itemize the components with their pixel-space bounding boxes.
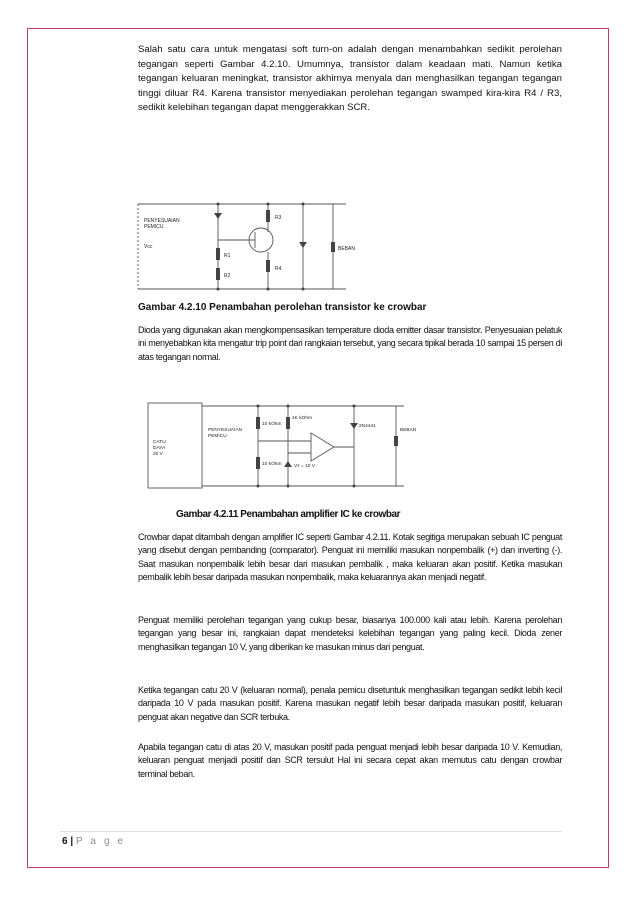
paragraph-6-text: Apabila tegangan catu di atas 20 V, masukan positif pada penguat menjadi lebih besar daripada 10 V. Kemudian, keluaran penguat menjadi positif dan SCR tersulut Hal ini secara cepat akan memutus catu dengan crowbar terminal beban. — [138, 742, 562, 779]
fig2-r-top-mid-label: 1K kOhm — [292, 416, 312, 421]
fig1-load-label: BEBAN — [338, 246, 355, 252]
fig2-supply-label-1: CATU — [153, 440, 166, 445]
paragraph-3-text: Crowbar dapat ditambah dengan amplifier IC seperti Gambar 4.2.11. Kotak segitiga merupakan sebuah IC penguat yang disebut dengan pembanding (comparator). Penguat ini memiliki masukan nonpembalik (+) dan inverting (-). Saat masukan nonpembalik lebih besar dari masukan pembalik , maka keluaran akan positif. Ketika masukan pembalik lebih besar daripada masukan nonpembalik, maka keluarannya akan menjadi negatif. — [138, 532, 562, 583]
footer-divider — [60, 831, 562, 832]
page-footer — [62, 836, 126, 847]
fig1-r4-label: R4 — [275, 266, 282, 272]
paragraph-2-text: Dioda yang digunakan akan mengkompensasikan temperature dioda emitter dasar transistor. Penyesuaian pelatuk ini menyebabkan kita mengatur trip point dari rangkaian tersebut, yang secara tipikal berada 10 sampai 15 persen di atas tegangan normal. — [138, 325, 562, 362]
fig2-trigger-label-1: PENYESUAIAN — [208, 428, 243, 433]
fig2-supply-label-2: DAYA — [153, 446, 166, 451]
fig2-trigger-label-2: PEMICU — [208, 434, 227, 439]
paragraph-5-text: Ketika tegangan catu 20 V (keluaran normal), penala pemicu disetuntuk menghasilkan tegangan sedikit lebih kecil daripada 10 V pada masukan positif. Karena masukan negatif lebih besar daripada masukan positif, keluaran penguat akan negative dan SCR terbuka. — [138, 685, 562, 722]
fig1-r1-label: R1 — [224, 253, 231, 259]
fig2-supply-label-3: 20 V — [153, 452, 163, 457]
figure-4-2-10-circuit — [138, 192, 373, 297]
paragraph-2 — [138, 324, 562, 364]
figure-4-2-11-circuit — [146, 391, 417, 496]
paragraph-3 — [138, 531, 562, 585]
paragraph-6 — [138, 741, 562, 781]
fig1-vcc-label: Vcc — [144, 244, 153, 250]
paragraph-4 — [138, 614, 562, 654]
fig1-trigger-label-1: PENYESUAIAN — [144, 218, 180, 224]
figure-4-2-10-caption: Gambar 4.2.10 Penambahan perolehan transistor ke crowbar — [138, 302, 427, 313]
fig2-r-top-left-label: 10 kOhm — [262, 422, 282, 427]
fig1-r3-label: R3 — [275, 215, 282, 221]
paragraph-1 — [138, 43, 562, 116]
fig1-trigger-label-2: PEMICU — [144, 224, 164, 230]
fig2-r-bot-left-label: 10 kOhm — [262, 462, 282, 467]
page-number: 6 — [62, 836, 68, 847]
figure-4-2-11-caption: Gambar 4.2.11 Penambahan amplifier IC ke crowbar — [176, 509, 401, 520]
fig2-zener-label: Vz = 10 V — [294, 464, 315, 469]
page-word: P a g e — [75, 836, 126, 847]
footer-separator: | — [70, 836, 74, 847]
paragraph-5 — [138, 684, 562, 724]
fig2-scr-label: 2N4441 — [359, 424, 376, 429]
fig2-load-label: BEBAN — [400, 428, 417, 433]
paragraph-1-text: Salah satu cara untuk mengatasi soft turn-on adalah dengan menambahkan sedikit perolehan tegangan seperti Gambar 4.2.10. Umumnya, transistor dalam keadaan mati. Namun ketika tegangan keluaran meningkat, transistor akhirnya menyala dan menghasilkan tegangan tegangan tinggi diluar R4. Karena transistor menyediakan perolehan tegangan swamped kira-kira R4 / R3, sedikit kelebihan tegangan dapat menggerakkan SCR. — [138, 44, 562, 114]
fig1-r2-label: R2 — [224, 273, 231, 279]
paragraph-4-text: Penguat memiliki perolehan tegangan yang cukup besar, biasanya 100.000 kali atau lebih. Karena perolehan tegangan yang besar ini, rangkaian dapat mendeteksi kelebihan tegangan yang paling kecil. Dioda zener menghasilkan tegangan 10 V, yang diberikan ke masukan minus dari penguat. — [138, 615, 562, 652]
